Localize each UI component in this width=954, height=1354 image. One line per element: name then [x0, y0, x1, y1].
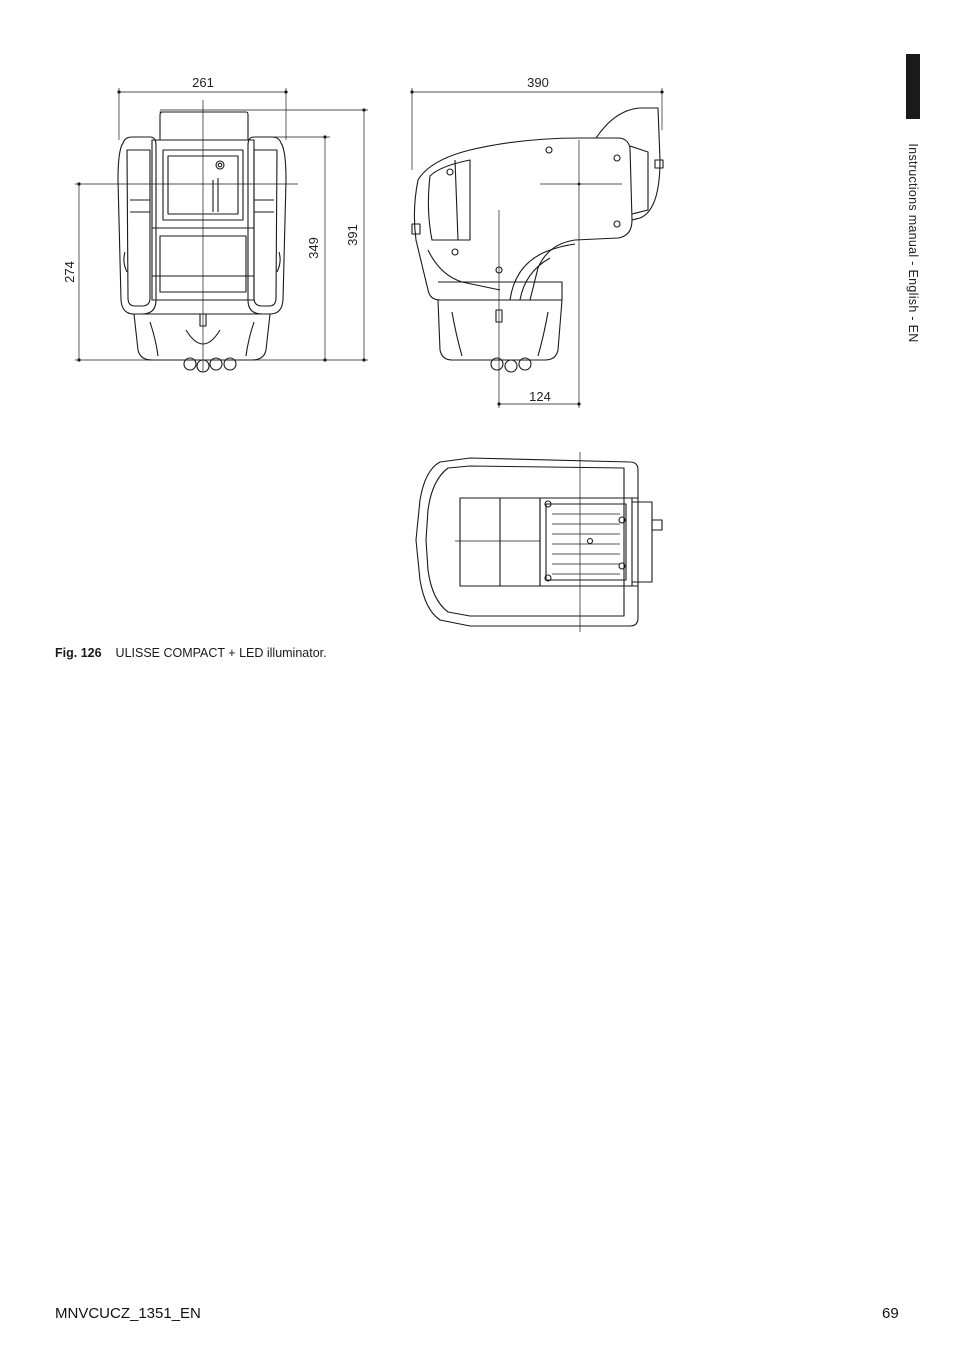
footer-document-code: MNVCUCZ_1351_EN: [55, 1305, 201, 1322]
dim-front-total-height: 391: [345, 224, 360, 246]
figure-caption: [55, 646, 327, 660]
side-running-header: Instructions manual - English - EN: [906, 143, 920, 343]
side-view-drawing: [410, 88, 663, 408]
dim-front-body-height: 274: [62, 261, 77, 283]
dim-front-mid-height: 349: [306, 237, 321, 259]
dim-front-width: 261: [192, 75, 214, 90]
footer-page-number: 69: [882, 1305, 899, 1322]
figure-number: Fig. 126: [55, 646, 102, 660]
front-view-drawing: [75, 88, 368, 372]
figure-caption-text: ULISSE COMPACT + LED illuminator.: [115, 646, 327, 660]
dim-side-depth: 390: [527, 75, 549, 90]
dim-side-offset: 124: [529, 389, 551, 404]
top-view-drawing: [416, 452, 662, 632]
